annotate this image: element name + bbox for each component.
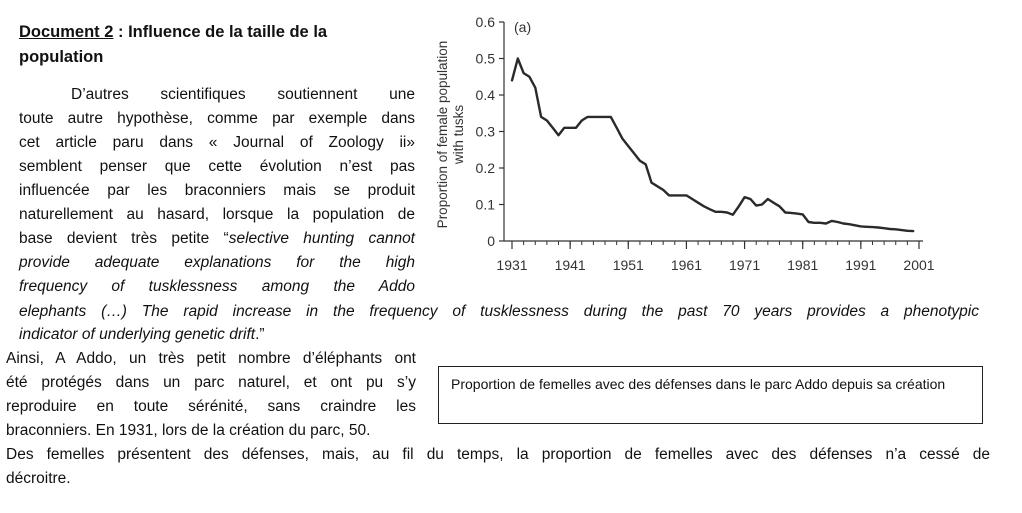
document-number: Document 2 <box>19 23 114 41</box>
x-tick-label: 1971 <box>728 257 761 273</box>
quote-line: elephants (…) The rapid increase in the frequency of tusklessness during the past 70 years provides a phenotypic <box>19 303 979 320</box>
paragraph-line: cet article paru dans « Journal of Zoology ii» <box>19 134 415 151</box>
y-tick-label: 0.1 <box>475 196 495 213</box>
paragraph-line: décroitre. <box>6 470 71 487</box>
document-heading <box>19 20 414 70</box>
paragraph-line: Ainsi, A Addo, un très petit nombre d’éléphants ont <box>6 350 416 367</box>
x-tick-label: 1981 <box>787 257 819 273</box>
quote-close: .” <box>255 326 265 343</box>
paragraph-line: influencée par les braconniers mais se produit <box>19 182 415 199</box>
quote-line: provide adequate explanations for the high <box>19 254 415 271</box>
paragraph-line: braconniers. En 1931, lors de la création du parc, 50. <box>6 422 371 439</box>
paragraph-line: D’autres scientifiques soutiennent une <box>71 86 415 103</box>
paragraph-line-start: base devient très petite “ <box>19 230 229 247</box>
data-line-proportion-with-tusks <box>512 59 913 232</box>
figure-caption-box: Proportion de femelles avec des défenses dans le parc Addo depuis sa création <box>438 366 983 424</box>
y-tick-label: 0.6 <box>475 14 495 30</box>
y-axis-label-line2: with tusks <box>451 104 466 165</box>
paragraph-line: semblent penser que cette évolution n’est pas <box>19 158 415 175</box>
y-tick-label: 0 <box>487 233 495 249</box>
y-tick-label: 0.3 <box>475 123 495 140</box>
y-tick-label: 0.4 <box>475 87 495 103</box>
paragraph-line: été protégés dans un parc naturel, et ont pu s’y <box>6 374 416 391</box>
y-tick-label: 0.5 <box>475 50 495 67</box>
paragraph-line: naturellement au hasard, lorsque la population de <box>19 206 415 223</box>
x-tick-label: 1931 <box>496 257 528 273</box>
paragraph-line: toute autre hypothèse, comme par exemple dans <box>19 110 415 127</box>
x-tick-label: 1941 <box>554 257 586 273</box>
quote-end <box>19 323 979 346</box>
x-tick-label: 2001 <box>903 257 935 273</box>
y-tick-label: 0.2 <box>475 160 495 176</box>
tusk-proportion-chart <box>428 0 968 292</box>
quote-line: frequency of tusklessness among the Addo <box>19 278 415 295</box>
x-tick-label: 1961 <box>670 257 703 273</box>
x-tick-label: 1951 <box>612 257 644 273</box>
paragraph-line: reproduire en toute sérénité, sans craindre les <box>6 398 416 415</box>
y-axis-label: Proportion of female population <box>435 40 450 229</box>
document-title: : Influence de la taille de la population <box>19 23 328 66</box>
quote-end-text: indicator of underlying genetic drift <box>19 326 256 343</box>
quote-start: selective hunting cannot <box>228 230 415 247</box>
panel-label: (a) <box>514 19 532 35</box>
paragraph-line <box>19 227 415 250</box>
x-tick-label: 1991 <box>845 257 877 273</box>
paragraph-line: Des femelles présentent des défenses, mais, au fil du temps, la proportion de femelles avec des défenses n’a cessé de <box>6 446 990 463</box>
